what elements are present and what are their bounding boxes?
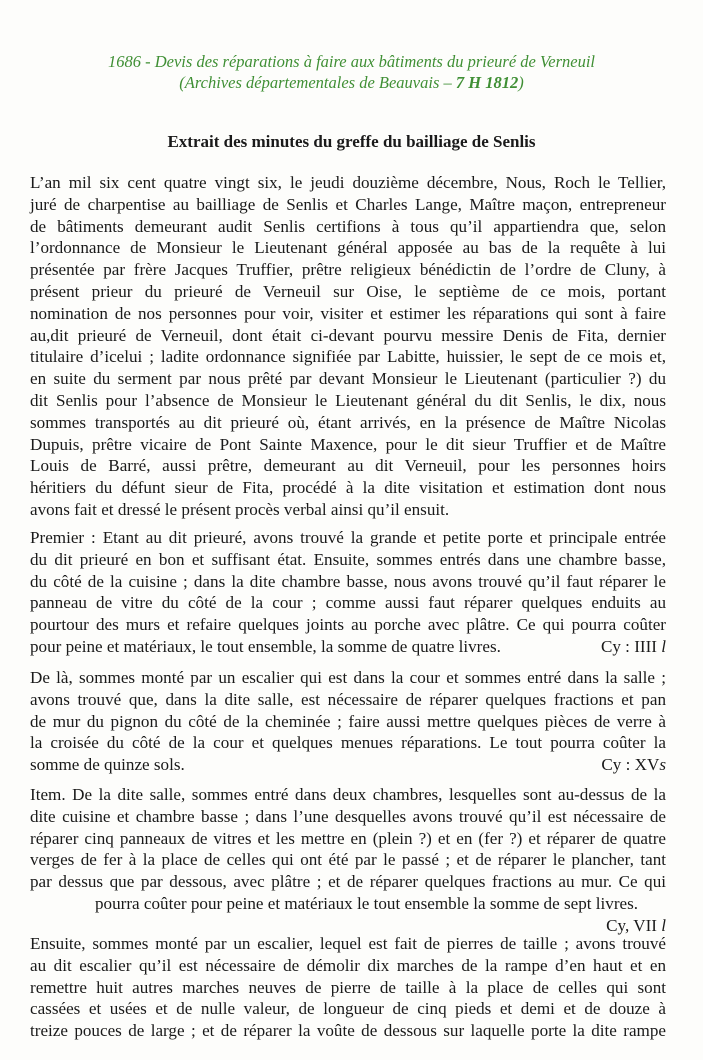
sum-amount	[601, 636, 666, 658]
header-source-suffix: )	[518, 73, 524, 92]
text-line: avons fait et dressé le présent procès verbal ainsi qu’il ensuit.	[30, 499, 450, 519]
text-line: juré de charpentise au bailliage de Senlis et Charles Lange, Maître maçon, entrepreneur	[30, 194, 666, 214]
text-line: présentée par frère Jacques Truffier, prêtre religieux bénédictin de l’ordre de Cluny, à	[30, 260, 666, 280]
header-archive-reference: 7 H 1812	[455, 73, 519, 92]
text-line: au,dit prieuré de Verneuil, dont était ci-devant pourvu messire Denis de Fita, dernier	[30, 325, 666, 345]
total-line	[30, 636, 666, 658]
text-line: sommes transportés au dit prieuré où, étant arrivés, en la présence de Maître Nicolas	[30, 412, 666, 432]
text-line: Premier : Etant au dit prieuré, avons trouvé la grande et petite porte et principale entrée	[30, 528, 666, 547]
sum-unit: s	[659, 755, 666, 775]
text-line: la croisée du côté de la cour et quelques menues réparations. Le tout pourra coûter la	[30, 733, 666, 753]
text-line: héritiers du défunt sieur de Fita, procédé à la dite visitation et estimation dont nous	[30, 478, 666, 498]
text-line: pourra coûter pour peine et matériaux le tout ensemble la somme de sept livres.	[95, 893, 639, 913]
document-title: Extrait des minutes du greffe du bailliage de Senlis	[167, 132, 536, 151]
text-line: du côté de la cuisine ; dans la dite chambre basse, nous avons trouvé qu’il faut réparer le	[30, 571, 666, 591]
text-line: l’ordonnance de Monsieur le Lieutenant général apposée au bas de la requête à lui	[30, 238, 666, 258]
text-line: Louis de Barré, aussi prêtre, demeurant au dit Verneuil, pour les personnes hoirs	[30, 456, 666, 476]
text-line: du dit prieuré en bon et suffisant état. Ensuite, sommes entrés dans une chambre basse,	[30, 549, 666, 569]
text-line: Item. De la dite salle, sommes entré dans deux chambres, lesquelles sont au-dessus de la	[30, 785, 666, 804]
sum-value: Cy, VII	[606, 915, 662, 935]
text-line: dite cuisine et chambre basse ; dans l’une desquelles avons trouvé qu’il est nécessaire de	[30, 806, 666, 826]
total-text: pour peine et matériaux, le tout ensemble, la somme de quatre livres.	[30, 636, 501, 656]
header-line-1: 1686 - Devis des réparations à faire aux bâtiments du prieuré de Verneuil	[108, 52, 595, 71]
paragraph-preamble	[30, 172, 666, 521]
text-line: par dessus que par dessous, avec plâtre ; et de réparer quelques fractions au mur. Ce qui	[30, 872, 666, 892]
text-line: avons trouvé que, dans la dite salle, est nécessaire de réparer quelques fractions et pan	[30, 689, 666, 709]
text-line: dit Senlis pour l’absence de Monsieur le Lieutenant général du dit Senlis, le dix, nous	[30, 390, 666, 410]
sum-unit: l	[661, 915, 666, 935]
sum-amount	[606, 916, 666, 935]
text-line: panneau de vitre du côté de la cour ; comme aussi faut réparer quelques enduits au	[30, 593, 666, 613]
document-header	[0, 51, 703, 93]
text-line: nomination de nos personnes pour voir, visiter et estimer les réparations qui sont à faire	[30, 303, 666, 323]
paragraph-escalier	[30, 933, 666, 1042]
sum-value: Cy : XV	[601, 755, 660, 775]
sum-value: Cy : IIII	[600, 636, 662, 656]
text-line: verges de fer à la place de celles qui ont été par le passé ; et de réparer le plancher, tant	[30, 850, 666, 870]
text-line: Dupuis, prêtre vicaire de Pont Sainte Maxence, pour le dit sieur Truffier et de Maître	[30, 434, 666, 454]
total-text: somme de quinze sols.	[30, 755, 185, 775]
text-line: présent prieur du prieuré de Verneuil sur Oise, le septième de ce mois, portant	[30, 281, 666, 301]
text-line: cassées et usées et de nulle valeur, de longueur de cinq pieds et demi et de douze à	[30, 999, 666, 1019]
text-line: en suite du serment par nous prêté par devant Monsieur le Lieutenant (particulier ?) du	[30, 369, 666, 389]
text-line: réparer cinq panneaux de vitres et les mettre en (plein ?) et en (fer ?) et réparer de quatre	[30, 828, 666, 848]
text-line: au dit escalier qu’il est nécessaire de démolir dix marches de la rampe d’en haut et en	[30, 955, 666, 975]
text-line: de bâtiments demeurant audit Senlis certifions à tous qu’il appartiendra que, selon	[30, 216, 666, 236]
paragraph-premier	[30, 527, 666, 658]
text-line: treize pouces de large ; et de réparer la voûte de dessous sur laquelle porte la dite rampe	[30, 1021, 666, 1041]
sum-unit: l	[661, 636, 666, 656]
text-line: Ensuite, sommes monté par un escalier, lequel est fait de pierres de taille ; avons trouvé	[30, 934, 666, 953]
text-line: De là, sommes monté par un escalier qui est dans la cour et sommes entré dans la salle ;	[30, 668, 666, 687]
header-source-prefix: (Archives départementales de Beauvais –	[179, 73, 456, 92]
paragraph-salle	[30, 667, 666, 776]
text-line: de mur du pignon du côté de la cheminée ; faire aussi mettre quelques pièces de verre à	[30, 711, 666, 731]
text-line: L’an mil six cent quatre vingt six, le jeudi douzième décembre, Nous, Roch le Tellier,	[30, 173, 666, 192]
text-line: remettre huit autres marches neuves de pierre de taille à la place de celles qui sont	[30, 977, 666, 997]
total-line	[30, 754, 666, 776]
header-line-2	[0, 72, 703, 93]
sum-amount	[601, 754, 666, 776]
paragraph-chambres	[30, 784, 666, 937]
text-line: titulaire d’icelui ; ladite ordonnance signifiée par Labitte, huissier, le sept de ce mois et,	[30, 347, 666, 367]
text-line: pourtour des murs et refaire quelques joints au porche avec plâtre. Ce qui pourra coûter	[30, 615, 666, 635]
